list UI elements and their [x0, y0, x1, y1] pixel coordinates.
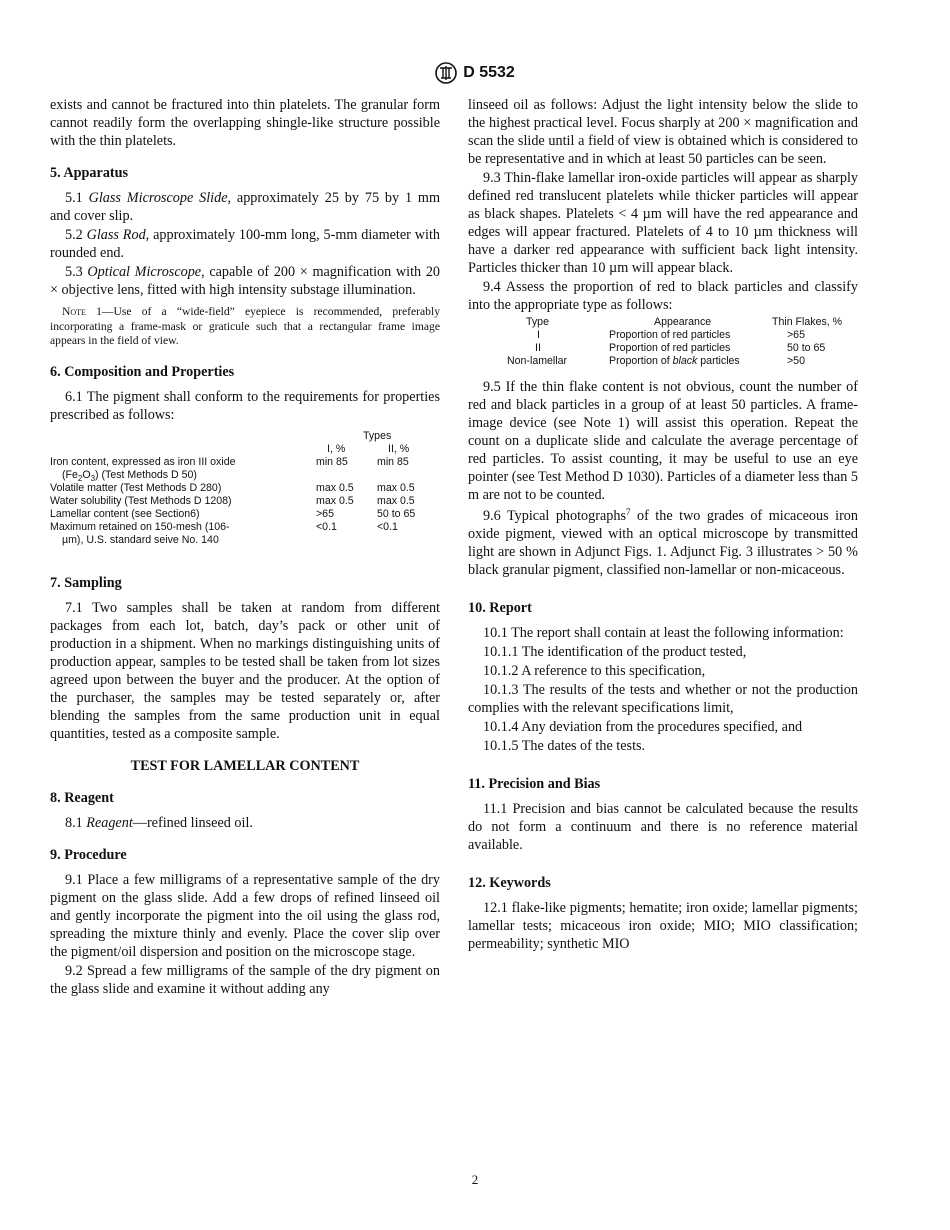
row-thin: 50 to 65: [787, 342, 826, 354]
row-label: Water solubility (Test Methods D 1208): [50, 494, 232, 507]
para-10-1-1: 10.1.1 The identification of the product tested,: [483, 644, 747, 660]
row-appearance: Proportion of black particles: [609, 355, 740, 367]
section-7-title: 7. Sampling: [50, 574, 122, 591]
para-10-1-4: 10.1.4 Any deviation from the procedures specified, and: [483, 719, 803, 735]
row-value-ii: 50 to 65: [377, 507, 416, 520]
para-10-1-2: 10.1.2 A reference to this specification,: [483, 663, 706, 679]
row-value-i: max 0.5: [316, 494, 354, 507]
test-heading: TEST FOR LAMELLAR CONTENT: [130, 757, 360, 774]
row-type: II: [535, 342, 541, 354]
footnote-ref: 7: [625, 507, 631, 517]
para-11-1: 11.1 Precision and bias cannot be calculated because the results do not form a continuum and there is no reference material available.: [468, 801, 858, 853]
row-type: Non-lamellar: [507, 355, 568, 367]
para-7-1: 7.1 Two samples shall be taken at random from different packages from each lot, batch, day’s pack or other unit of production in a shipment. When no markings distinguishing units of production appear, samples to be tested shall be taken from lot sizes agreed upon between the buyer and the producer. At the option of the purchaser, the samples may be tested separately or, after blending the samples from the same production unit in equal quantities, tested as a composite sample.: [50, 599, 440, 742]
para-9-4: 9.4 Assess the proportion of red to black particles and classify into the appropriate type as follows:: [468, 279, 858, 313]
para-9-3: 9.3 Thin-flake lamellar iron-oxide particles will appear as sharply defined red translucent platelets while thicker particles will appear as black shapes. Platelets < 4 µm will have the red appearance and edges will appear fractured. Platelets of 4 to 10 µm thickness will have a darker red appearance with sufficient back light intensity. Particles thicker than 10 µm will appear black.: [468, 170, 858, 276]
para-5-1: 5.1 Glass Microscope Slide, approximately 25 by 75 by 1 mm and cover slip.: [50, 190, 440, 224]
row-value-i: max 0.5: [316, 481, 354, 494]
row-type: I: [537, 329, 540, 341]
astm-logo-icon: [435, 62, 457, 84]
para-9-2: 9.2 Spread a few milligrams of the sample of the dry pigment on the glass slide and examine it without adding any: [50, 962, 440, 997]
section-5-title: 5. Apparatus: [50, 165, 129, 181]
intro-paragraph: exists and cannot be fractured into thin platelets. The granular form cannot readily form the overlapping shingle-like structure possible with the thin platelets.: [50, 97, 440, 149]
para-9-2-continued: linseed oil as follows: Adjust the light intensity below the slide to the highest practical level. Focus sharply at 200 × magnification and scan the slide until a field of view is obtained which is considered to be representative and in which at least 50 particles can be seen.: [468, 97, 858, 167]
properties-table: [50, 430, 440, 560]
row-value-i: min 85: [316, 455, 348, 468]
row-label: µm), U.S. standard seive No. 140: [62, 533, 219, 546]
para-10-1: 10.1 The report shall contain at least the following information:: [483, 625, 844, 641]
row-label: Lamellar content (see Section6): [50, 507, 200, 520]
row-value-i: <0.1: [316, 520, 337, 533]
header-thin-flakes: Thin Flakes, %: [772, 316, 843, 328]
type-classification-table: [468, 316, 858, 378]
left-column: [50, 96, 440, 999]
para-9-1: 9.1 Place a few milligrams of a representative sample of the dry pigment on the glass slide. Add a few drops of refined linseed oil and gently incorporate the pigment into the oil using the glass rod, spreading the mixture thinly and evenly. Place the cover slip over the pigment/oil dispersion and position on the microscope stage.: [50, 871, 440, 960]
row-label: Volatile matter (Test Methods D 280): [50, 481, 222, 494]
para-5-2: 5.2 Glass Rod, approximately 100-mm long, 5-mm diameter with rounded end.: [50, 227, 440, 261]
col-header-type-ii: II, %: [388, 442, 410, 455]
row-value-ii: <0.1: [377, 520, 398, 533]
section-10-title: 10. Report: [468, 600, 532, 616]
para-10-1-5: 10.1.5 The dates of the tests.: [483, 738, 646, 754]
row-thin: >50: [787, 355, 805, 367]
para-10-1-3: 10.1.3 The results of the tests and whether or not the production complies with the relevant specifications limit,: [468, 682, 858, 716]
row-value-ii: max 0.5: [377, 494, 415, 507]
para-8-1: 8.1 Reagent—refined linseed oil.: [65, 814, 253, 831]
row-appearance: Proportion of red particles: [609, 329, 731, 341]
row-appearance: Proportion of red particles: [609, 342, 731, 354]
section-11-title: 11. Precision and Bias: [468, 776, 601, 792]
row-thin: >65: [787, 329, 805, 341]
para-6-1: 6.1 The pigment shall conform to the requirements for properties prescribed as follows:: [50, 388, 440, 423]
para-9-5: 9.5 If the thin flake content is not obvious, count the number of red and black particles in a group of at least 50 particles. A frame-image device (see Note 1) will assist this operation. Repeat the count on a duplicate slide and calculate the average percentage of red particles. To assist counting, it may be useful to use an eye pointer (see Test Method D 1030). Particles of a diameter less than 5 m are not to be counted.: [468, 379, 858, 503]
section-8-title: 8. Reagent: [50, 789, 114, 806]
header-appearance: Appearance: [654, 316, 712, 328]
row-label: Maximum retained on 150-mesh (106-: [50, 520, 230, 533]
row-value-i: >65: [316, 507, 334, 520]
row-value-ii: max 0.5: [377, 481, 415, 494]
page-number: 2: [471, 1172, 479, 1187]
section-6-title: 6. Composition and Properties: [50, 363, 235, 380]
right-column: [468, 96, 858, 954]
row-value-ii: min 85: [377, 455, 409, 468]
para-12-1: 12.1 flake-like pigments; hematite; iron oxide; lamellar pigments; lamellar tests; micaceous iron oxide; MIO; MIO classification; permeability; synthetic MIO: [468, 900, 858, 952]
para-9-6: 9.6 Typical photographs$^7$ of the two grades of micaceous iron oxide pigment, viewed with an optical microscope by transmitted light are shown in Adjunct Figs. 1. Adjunct Fig. 3 illustrates > 50 % black granular pigment, classified non-lamellar or non-micaceous.: [468, 507, 858, 578]
designation: D 5532: [463, 64, 515, 82]
types-header: Types: [363, 429, 392, 442]
note-1: Note 1—Use of a “wide-field” eyepiece is recommended, preferably incorporating a frame-mask or graticule such that a rectangular frame image appears in the field of view.: [50, 305, 440, 347]
col-header-type-i: I, %: [327, 442, 346, 455]
section-9-title: 9. Procedure: [50, 846, 127, 863]
para-5-3: 5.3 Optical Microscope, capable of 200 × magnification with 20 × objective lens, fitted with high intensity substage illumination.: [50, 264, 441, 298]
header-type: Type: [526, 316, 549, 328]
row-label-fe2o3: $(Fe_2O_3)$ (Test Methods D 50): [62, 468, 197, 483]
section-12-title: 12. Keywords: [468, 875, 551, 891]
row-label: Iron content, expressed as iron III oxide: [50, 455, 236, 468]
page-header: [0, 62, 950, 84]
